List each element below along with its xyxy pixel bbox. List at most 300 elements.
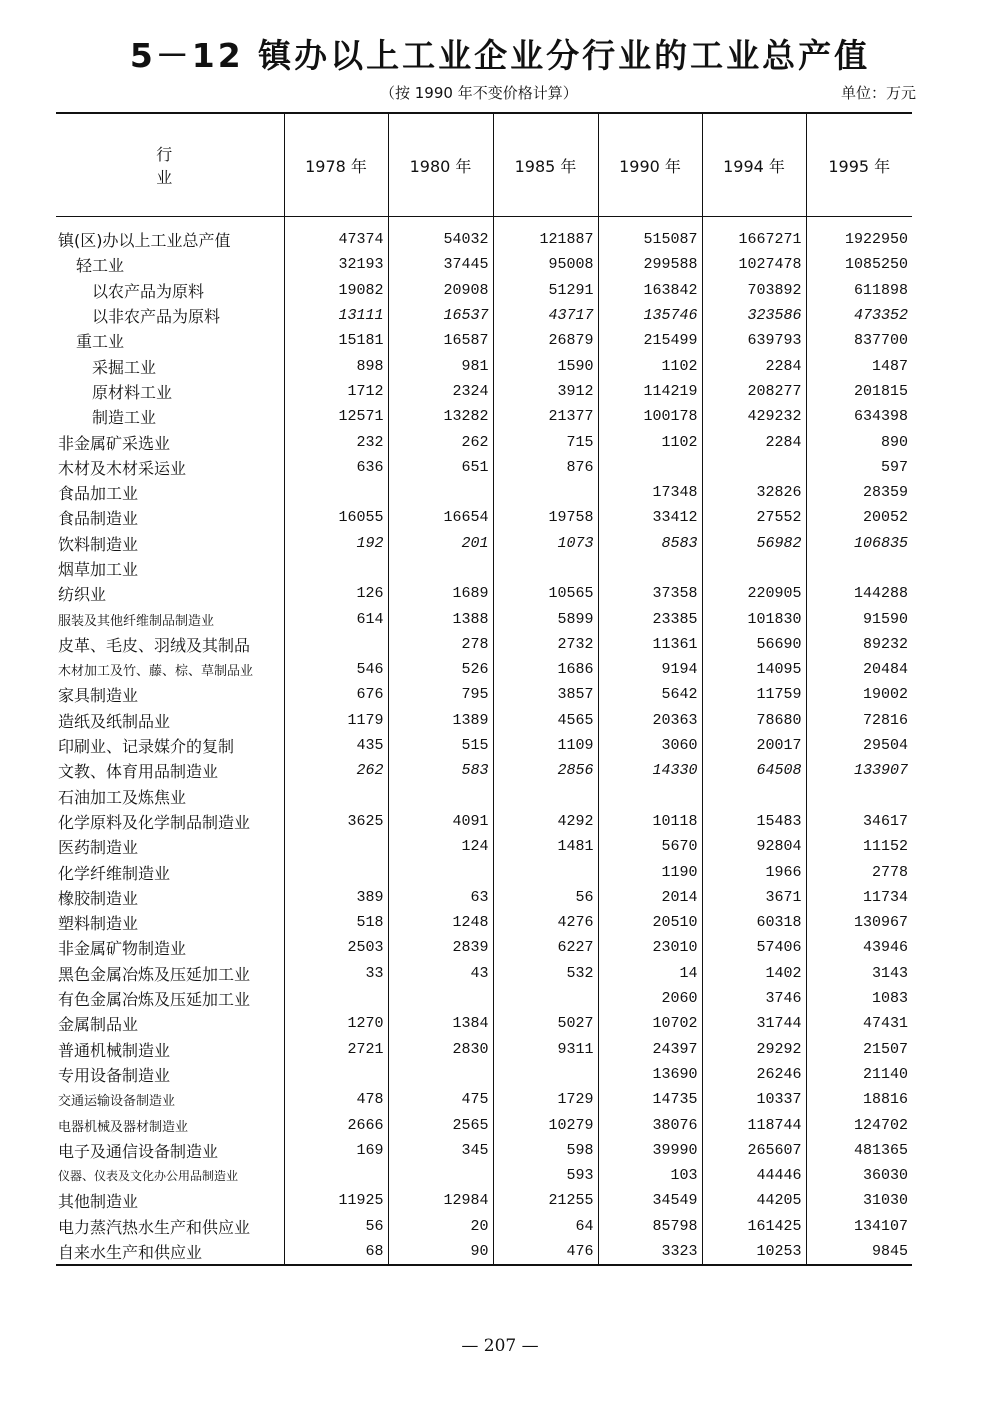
value-cell: 1729: [493, 1087, 598, 1112]
value-cell: 4276: [493, 910, 598, 935]
table-row: [56, 278, 912, 303]
table-row: [56, 353, 912, 378]
value-cell: 12984: [388, 1188, 493, 1213]
value-cell: 14095: [702, 657, 806, 682]
table-row: [56, 581, 912, 606]
value-cell: 163842: [598, 278, 702, 303]
header-1990: 1990 年: [598, 113, 702, 217]
value-cell: 583: [388, 758, 493, 783]
value-cell: 16537: [388, 303, 493, 328]
value-cell: 121887: [493, 217, 598, 253]
row-label: 烟草加工业: [58, 560, 139, 579]
value-cell: 208277: [702, 379, 806, 404]
row-label: 皮革、毛皮、羽绒及其制品: [58, 635, 251, 655]
value-cell: 28359: [806, 480, 912, 505]
value-cell: 5027: [493, 1011, 598, 1036]
value-cell: 518: [284, 910, 388, 935]
table-row: [56, 657, 912, 682]
value-cell: 14735: [598, 1087, 702, 1112]
value-cell: 14330: [598, 758, 702, 783]
price-basis-note: （按 1990 年不变价格计算）: [380, 84, 578, 102]
value-cell: 1085250: [806, 252, 912, 277]
value-cell: 192: [284, 531, 388, 556]
value-cell: 124: [388, 834, 493, 859]
table-row: [56, 1112, 912, 1137]
row-label: 原材料工业: [92, 382, 173, 402]
row-label: 印刷业、记录媒介的复制: [58, 737, 235, 757]
value-cell: 37445: [388, 252, 493, 277]
value-cell: 23010: [598, 935, 702, 960]
value-cell: 20: [388, 1214, 493, 1239]
value-cell: 10337: [702, 1087, 806, 1112]
value-cell: 17348: [598, 480, 702, 505]
value-cell: 1248: [388, 910, 493, 935]
value-cell: 19758: [493, 505, 598, 530]
value-cell: 44205: [702, 1188, 806, 1213]
table-row: [56, 758, 912, 783]
value-cell: 10253: [702, 1239, 806, 1265]
value-cell: 2284: [702, 429, 806, 454]
value-cell: 3912: [493, 379, 598, 404]
table-row: [56, 1062, 912, 1087]
value-cell: 639793: [702, 328, 806, 353]
value-cell: 90: [388, 1239, 493, 1265]
value-cell: 31744: [702, 1011, 806, 1036]
row-label: 自来水生产和供应业: [58, 1243, 203, 1263]
value-cell: 101830: [702, 606, 806, 631]
table-row: [56, 1188, 912, 1213]
table-row: [56, 303, 912, 328]
value-cell: 63: [388, 885, 493, 910]
value-cell: 20484: [806, 657, 912, 682]
value-cell: 715: [493, 429, 598, 454]
table-header-row: [56, 113, 912, 217]
value-cell: [284, 784, 388, 809]
value-cell: 56690: [702, 632, 806, 657]
value-cell: 29504: [806, 733, 912, 758]
value-cell: 10565: [493, 581, 598, 606]
value-cell: [284, 556, 388, 581]
value-cell: 278: [388, 632, 493, 657]
row-label: 塑料制造业: [58, 914, 139, 934]
row-label: 黑色金属冶炼及压延加工业: [58, 964, 251, 984]
value-cell: 20052: [806, 505, 912, 530]
table-row: [56, 632, 912, 657]
value-cell: 78680: [702, 708, 806, 733]
value-cell: [284, 834, 388, 859]
row-label: 服装及其他纤维制品制造业: [58, 613, 215, 629]
value-cell: 114219: [598, 379, 702, 404]
value-cell: [388, 859, 493, 884]
value-cell: 323586: [702, 303, 806, 328]
value-cell: 1073: [493, 531, 598, 556]
table-row: [56, 885, 912, 910]
table-row: [56, 809, 912, 834]
value-cell: 64: [493, 1214, 598, 1239]
value-cell: 11361: [598, 632, 702, 657]
value-cell: 16055: [284, 505, 388, 530]
value-cell: 32826: [702, 480, 806, 505]
table-row: [56, 986, 912, 1011]
row-label: 重工业: [76, 332, 125, 352]
header-industry: 行 业: [56, 113, 284, 217]
value-cell: [284, 1062, 388, 1087]
value-cell: [493, 859, 598, 884]
table-row: [56, 935, 912, 960]
value-cell: 3323: [598, 1239, 702, 1265]
header-1985: 1985 年: [493, 113, 598, 217]
value-cell: 21507: [806, 1037, 912, 1062]
value-cell: 676: [284, 682, 388, 707]
row-label: 非金属矿物制造业: [58, 939, 187, 959]
value-cell: 31030: [806, 1188, 912, 1213]
value-cell: 15181: [284, 328, 388, 353]
table-row: [56, 961, 912, 986]
value-cell: [388, 556, 493, 581]
table-row: [56, 531, 912, 556]
value-cell: 20363: [598, 708, 702, 733]
row-label: 橡胶制造业: [58, 888, 139, 908]
row-label: 仪器、仪表及文化办公用品制造业: [58, 1169, 239, 1184]
value-cell: 37358: [598, 581, 702, 606]
value-cell: 106835: [806, 531, 912, 556]
row-label: 制造工业: [92, 408, 157, 428]
value-cell: 201: [388, 531, 493, 556]
value-cell: 11759: [702, 682, 806, 707]
value-cell: [388, 784, 493, 809]
row-label: 电子及通信设备制造业: [58, 1141, 219, 1161]
value-cell: 473352: [806, 303, 912, 328]
value-cell: 1686: [493, 657, 598, 682]
value-cell: 634398: [806, 404, 912, 429]
value-cell: 476: [493, 1239, 598, 1265]
value-cell: [284, 632, 388, 657]
value-cell: 4292: [493, 809, 598, 834]
value-cell: 2284: [702, 353, 806, 378]
value-cell: 1402: [702, 961, 806, 986]
value-cell: 232: [284, 429, 388, 454]
value-cell: 32193: [284, 252, 388, 277]
value-cell: 389: [284, 885, 388, 910]
value-cell: 526: [388, 657, 493, 682]
value-cell: 3746: [702, 986, 806, 1011]
value-cell: 33: [284, 961, 388, 986]
value-cell: [284, 859, 388, 884]
table-row: [56, 834, 912, 859]
value-cell: [598, 556, 702, 581]
value-cell: 215499: [598, 328, 702, 353]
table-row: [56, 252, 912, 277]
table-row: [56, 1163, 912, 1188]
row-label: 电器机械及器材制造业: [58, 1119, 189, 1135]
header-1978: 1978 年: [284, 113, 388, 217]
value-cell: 72816: [806, 708, 912, 733]
value-cell: 1384: [388, 1011, 493, 1036]
value-cell: 43946: [806, 935, 912, 960]
unit-label: 单位：万元: [840, 84, 916, 102]
value-cell: 703892: [702, 278, 806, 303]
value-cell: 3671: [702, 885, 806, 910]
value-cell: 2721: [284, 1037, 388, 1062]
value-cell: 10118: [598, 809, 702, 834]
value-cell: [388, 986, 493, 1011]
value-cell: 34549: [598, 1188, 702, 1213]
value-cell: 9194: [598, 657, 702, 682]
row-label: 非金属矿采选业: [58, 433, 171, 453]
value-cell: [493, 784, 598, 809]
value-cell: 20017: [702, 733, 806, 758]
value-cell: 43: [388, 961, 493, 986]
value-cell: 56: [284, 1214, 388, 1239]
value-cell: 262: [388, 429, 493, 454]
table-row: [56, 1011, 912, 1036]
value-cell: 2830: [388, 1037, 493, 1062]
value-cell: 36030: [806, 1163, 912, 1188]
industry-output-table: [56, 112, 912, 1266]
value-cell: 2503: [284, 935, 388, 960]
value-cell: 15483: [702, 809, 806, 834]
value-cell: 89232: [806, 632, 912, 657]
value-cell: 161425: [702, 1214, 806, 1239]
value-cell: 597: [806, 455, 912, 480]
value-cell: 2732: [493, 632, 598, 657]
value-cell: 515: [388, 733, 493, 758]
value-cell: 478: [284, 1087, 388, 1112]
value-cell: 265607: [702, 1138, 806, 1163]
value-cell: 10279: [493, 1112, 598, 1137]
value-cell: 9845: [806, 1239, 912, 1265]
row-label: 木材及木材采运业: [58, 458, 187, 478]
row-label: 医药制造业: [58, 838, 139, 858]
value-cell: 12571: [284, 404, 388, 429]
value-cell: 14: [598, 961, 702, 986]
value-cell: 837700: [806, 328, 912, 353]
value-cell: 2014: [598, 885, 702, 910]
value-cell: 21377: [493, 404, 598, 429]
value-cell: 33412: [598, 505, 702, 530]
value-cell: 11734: [806, 885, 912, 910]
value-cell: 11152: [806, 834, 912, 859]
header-1980: 1980 年: [388, 113, 493, 217]
value-cell: [493, 986, 598, 1011]
row-label: 电力蒸汽热水生产和供应业: [58, 1217, 251, 1237]
value-cell: 43717: [493, 303, 598, 328]
row-label: 木材加工及竹、藤、棕、草制品业: [58, 664, 254, 680]
table-row: [56, 606, 912, 631]
table-row: [56, 682, 912, 707]
value-cell: 4565: [493, 708, 598, 733]
page-number: — 207 —: [461, 1336, 539, 1356]
value-cell: 100178: [598, 404, 702, 429]
value-cell: 1667271: [702, 217, 806, 253]
value-cell: 1179: [284, 708, 388, 733]
table-row: [56, 1239, 912, 1265]
value-cell: 118744: [702, 1112, 806, 1137]
value-cell: [493, 556, 598, 581]
table-row: [56, 328, 912, 353]
value-cell: 2324: [388, 379, 493, 404]
table-row: [56, 910, 912, 935]
value-cell: 2778: [806, 859, 912, 884]
row-label: 普通机械制造业: [58, 1040, 171, 1060]
value-cell: 13690: [598, 1062, 702, 1087]
value-cell: 2060: [598, 986, 702, 1011]
value-cell: 1966: [702, 859, 806, 884]
row-label: 有色金属冶炼及压延加工业: [58, 990, 251, 1010]
value-cell: [806, 784, 912, 809]
value-cell: 21255: [493, 1188, 598, 1213]
value-cell: 2565: [388, 1112, 493, 1137]
value-cell: 13111: [284, 303, 388, 328]
table-row: [56, 733, 912, 758]
header-1995: 1995 年: [806, 113, 912, 217]
value-cell: 890: [806, 429, 912, 454]
row-label: 食品加工业: [58, 484, 139, 504]
row-label: 以农产品为原料: [92, 281, 205, 301]
value-cell: 2839: [388, 935, 493, 960]
value-cell: 39990: [598, 1138, 702, 1163]
value-cell: 532: [493, 961, 598, 986]
table-row: [56, 480, 912, 505]
value-cell: 614: [284, 606, 388, 631]
value-cell: 598: [493, 1138, 598, 1163]
row-label: 文教、体育用品制造业: [58, 762, 219, 782]
value-cell: 29292: [702, 1037, 806, 1062]
table-row: [56, 1037, 912, 1062]
row-label: 其他制造业: [58, 1192, 139, 1212]
value-cell: 1027478: [702, 252, 806, 277]
value-cell: 91590: [806, 606, 912, 631]
value-cell: 481365: [806, 1138, 912, 1163]
value-cell: 1190: [598, 859, 702, 884]
value-cell: 1389: [388, 708, 493, 733]
value-cell: 636: [284, 455, 388, 480]
value-cell: 133907: [806, 758, 912, 783]
value-cell: 2666: [284, 1112, 388, 1137]
value-cell: 898: [284, 353, 388, 378]
table-row: [56, 784, 912, 809]
table-row: [56, 1087, 912, 1112]
row-label: 镇(区)办以上工业总产值: [58, 231, 231, 251]
value-cell: 19082: [284, 278, 388, 303]
value-cell: 56982: [702, 531, 806, 556]
value-cell: [702, 455, 806, 480]
table-row: [56, 1138, 912, 1163]
value-cell: 299588: [598, 252, 702, 277]
value-cell: 515087: [598, 217, 702, 253]
value-cell: 11925: [284, 1188, 388, 1213]
value-cell: 135746: [598, 303, 702, 328]
table-row: [56, 859, 912, 884]
value-cell: [284, 1163, 388, 1188]
value-cell: 20510: [598, 910, 702, 935]
value-cell: 10702: [598, 1011, 702, 1036]
value-cell: 13282: [388, 404, 493, 429]
value-cell: 262: [284, 758, 388, 783]
table-row: [56, 217, 912, 253]
value-cell: 51291: [493, 278, 598, 303]
value-cell: 1481: [493, 834, 598, 859]
value-cell: 64508: [702, 758, 806, 783]
value-cell: 34617: [806, 809, 912, 834]
value-cell: [493, 1062, 598, 1087]
row-label: 造纸及纸制品业: [58, 711, 171, 731]
value-cell: 16654: [388, 505, 493, 530]
row-label: 专用设备制造业: [58, 1065, 171, 1085]
value-cell: 24397: [598, 1037, 702, 1062]
table-row: [56, 404, 912, 429]
value-cell: 18816: [806, 1087, 912, 1112]
value-cell: 103: [598, 1163, 702, 1188]
row-label: 交通运输设备制造业: [58, 1094, 176, 1110]
value-cell: [388, 1062, 493, 1087]
value-cell: [598, 455, 702, 480]
value-cell: [806, 556, 912, 581]
value-cell: 144288: [806, 581, 912, 606]
row-label: 采掘工业: [92, 357, 157, 377]
header-1994: 1994 年: [702, 113, 806, 217]
value-cell: 593: [493, 1163, 598, 1188]
value-cell: 27552: [702, 505, 806, 530]
value-cell: 1388: [388, 606, 493, 631]
value-cell: [388, 480, 493, 505]
value-cell: 16587: [388, 328, 493, 353]
value-cell: 56: [493, 885, 598, 910]
value-cell: 5670: [598, 834, 702, 859]
table-row: [56, 429, 912, 454]
table-row: [56, 1214, 912, 1239]
value-cell: 220905: [702, 581, 806, 606]
value-cell: 1487: [806, 353, 912, 378]
value-cell: 26879: [493, 328, 598, 353]
value-cell: 8583: [598, 531, 702, 556]
value-cell: 546: [284, 657, 388, 682]
value-cell: 6227: [493, 935, 598, 960]
value-cell: 60318: [702, 910, 806, 935]
table-row: [56, 505, 912, 530]
value-cell: 981: [388, 353, 493, 378]
table-row: [56, 708, 912, 733]
table-row: [56, 379, 912, 404]
value-cell: 2856: [493, 758, 598, 783]
row-label: 食品制造业: [58, 509, 139, 529]
table-row: [56, 556, 912, 581]
value-cell: 201815: [806, 379, 912, 404]
value-cell: 795: [388, 682, 493, 707]
value-cell: 1109: [493, 733, 598, 758]
value-cell: 68: [284, 1239, 388, 1265]
value-cell: 5899: [493, 606, 598, 631]
value-cell: 57406: [702, 935, 806, 960]
value-cell: 92804: [702, 834, 806, 859]
value-cell: 1083: [806, 986, 912, 1011]
value-cell: 475: [388, 1087, 493, 1112]
value-cell: [702, 784, 806, 809]
value-cell: 47431: [806, 1011, 912, 1036]
value-cell: 345: [388, 1138, 493, 1163]
value-cell: 85798: [598, 1214, 702, 1239]
table-row: [56, 455, 912, 480]
value-cell: 169: [284, 1138, 388, 1163]
value-cell: [598, 784, 702, 809]
value-cell: 54032: [388, 217, 493, 253]
value-cell: 38076: [598, 1112, 702, 1137]
row-label: 以非农产品为原料: [92, 307, 221, 327]
value-cell: 44446: [702, 1163, 806, 1188]
value-cell: 3060: [598, 733, 702, 758]
row-label: 金属制品业: [58, 1015, 139, 1035]
value-cell: 3625: [284, 809, 388, 834]
